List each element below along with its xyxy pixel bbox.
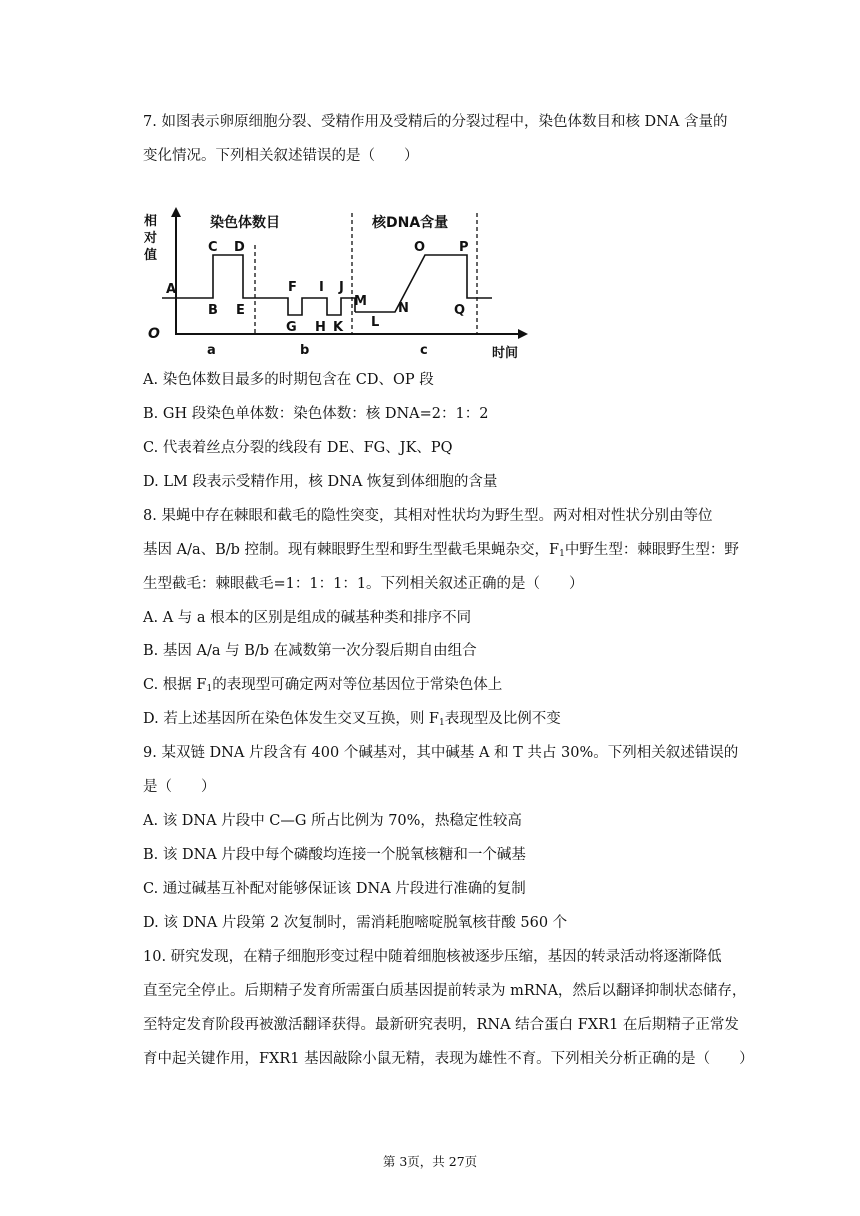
phase-label-b: b <box>300 343 310 358</box>
q9-option-d: D. 该 DNA 片段第 2 次复制时，需消耗胞嘧啶脱氧核苷酸 560 个 <box>143 915 568 931</box>
point-label-I: I <box>319 280 324 295</box>
q10-stem-line-1: 10. 研究发现，在精子细胞形变过程中随着细胞核被逐步压缩，基因的转录活动将逐渐降低 <box>143 949 722 965</box>
section-title-dna: 核DNA含量 <box>372 215 449 231</box>
point-label-H: H <box>315 320 326 335</box>
point-label-D: D <box>234 240 245 255</box>
q7-stem-line-2: 变化情况。下列相关叙述错误的是（ ） <box>143 148 419 164</box>
q8-line2-part-a: 基因 A/a、B/b 控制。现有棘眼野生型和野生型截毛果蝇杂交，F <box>143 542 560 558</box>
point-label-E: E <box>236 303 245 318</box>
origin-label: O <box>148 326 160 342</box>
point-label-K: K <box>333 320 344 335</box>
q7-option-d: D. LM 段表示受精作用，核 DNA 恢复到体细胞的含量 <box>143 474 498 490</box>
q8-option-b: B. 基因 A/a 与 B/b 在减数第一次分裂后期自由组合 <box>143 643 477 659</box>
point-label-L: L <box>371 315 380 330</box>
point-label-G: G <box>286 320 297 335</box>
q8-option-d <box>143 709 561 733</box>
chromosome-dna-figure <box>140 205 530 365</box>
q8-optc-part-b: 的表现型可确定两对等位基因位于常染色体上 <box>212 677 503 693</box>
q9-option-c: C. 通过碱基互补配对能够保证该 DNA 片段进行准确的复制 <box>143 881 526 897</box>
q8-stem-line-1: 8. 果蝇中存在棘眼和截毛的隐性突变，其相对性状均为野生型。两对相对性状分别由等位 <box>143 508 713 524</box>
y-axis-label-3: 值 <box>144 248 158 263</box>
q7-option-a: A. 染色体数目最多的时期包含在 CD、OP 段 <box>143 372 434 388</box>
q8-optc-part-a: C. 根据 F <box>143 677 207 693</box>
q8-optc-subscript: 1 <box>206 684 213 694</box>
point-label-A: A <box>166 282 177 297</box>
q8-optd-subscript: 1 <box>439 718 445 728</box>
y-axis-label-2: 对 <box>144 231 158 246</box>
q7-option-b: B. GH 段染色单体数：染色体数：核 DNA=2：1：2 <box>143 406 489 422</box>
point-label-O: O <box>414 240 426 255</box>
point-label-N: N <box>398 301 409 316</box>
q8-stem-line-2 <box>143 540 739 564</box>
point-label-P: P <box>459 240 469 255</box>
section-title-chromosome: 染色体数目 <box>210 215 280 231</box>
point-label-F: F <box>288 280 297 295</box>
q9-stem-line-1: 9. 某双链 DNA 片段含有 400 个碱基对，其中碱基 A 和 T 共占 30%。下列相关叙述错误的 <box>143 745 739 761</box>
point-label-J: J <box>339 280 344 295</box>
y-axis-label-1: 相 <box>144 214 158 229</box>
phase-label-a: a <box>207 343 216 358</box>
phase-label-c: c <box>420 343 428 358</box>
point-label-Q: Q <box>454 303 466 318</box>
q10-stem-line-4: 育中起关键作用，FXR1 基因敲除小鼠无精，表现为雄性不育。下列相关分析正确的是（ ） <box>143 1051 754 1067</box>
q8-option-c <box>143 675 502 699</box>
q9-stem-line-2: 是（ ） <box>143 779 216 795</box>
q10-stem-line-2: 直至完全停止。后期精子发育所需蛋白质基因提前转录为 mRNA，然后以翻译抑制状态储存， <box>143 983 747 999</box>
q7-stem-line-1: 7. 如图表示卵原细胞分裂、受精作用及受精后的分裂过程中，染色体数目和核 DNA 含量的 <box>143 114 728 130</box>
q8-stem-line-3: 生型截毛：棘眼截毛=1：1：1：1。下列相关叙述正确的是（ ） <box>143 576 584 592</box>
q8-option-a: A. A 与 a 根本的区别是组成的碱基种类和排序不同 <box>143 610 472 626</box>
q9-option-a: A. 该 DNA 片段中 C—G 所占比例为 70%，热稳定性较高 <box>143 813 522 829</box>
point-label-C: C <box>208 240 218 255</box>
page-footer: 第 3页，共 27页 <box>382 1154 478 1169</box>
x-axis-label: 时间 <box>492 346 519 361</box>
q7-option-c: C. 代表着丝点分裂的线段有 DE、FG、JK、PQ <box>143 440 453 456</box>
q9-option-b: B. 该 DNA 片段中每个磷酸均连接一个脱氧核糖和一个碱基 <box>143 847 526 863</box>
q8-optd-part-a: D. 若上述基因所在染色体发生交叉互换，则 F <box>143 711 439 727</box>
q8-line2-subscript: 1 <box>559 549 565 559</box>
q10-stem-line-3: 至特定发育阶段再被激活翻译获得。最新研究表明，RNA 结合蛋白 FXR1 在后期精子正常发 <box>143 1017 739 1033</box>
point-label-B: B <box>208 303 218 318</box>
point-label-M: M <box>354 294 367 309</box>
q8-line2-part-b: 中野生型：棘眼野生型：野 <box>564 542 739 558</box>
q8-optd-part-b: 表现型及比例不变 <box>444 711 561 727</box>
